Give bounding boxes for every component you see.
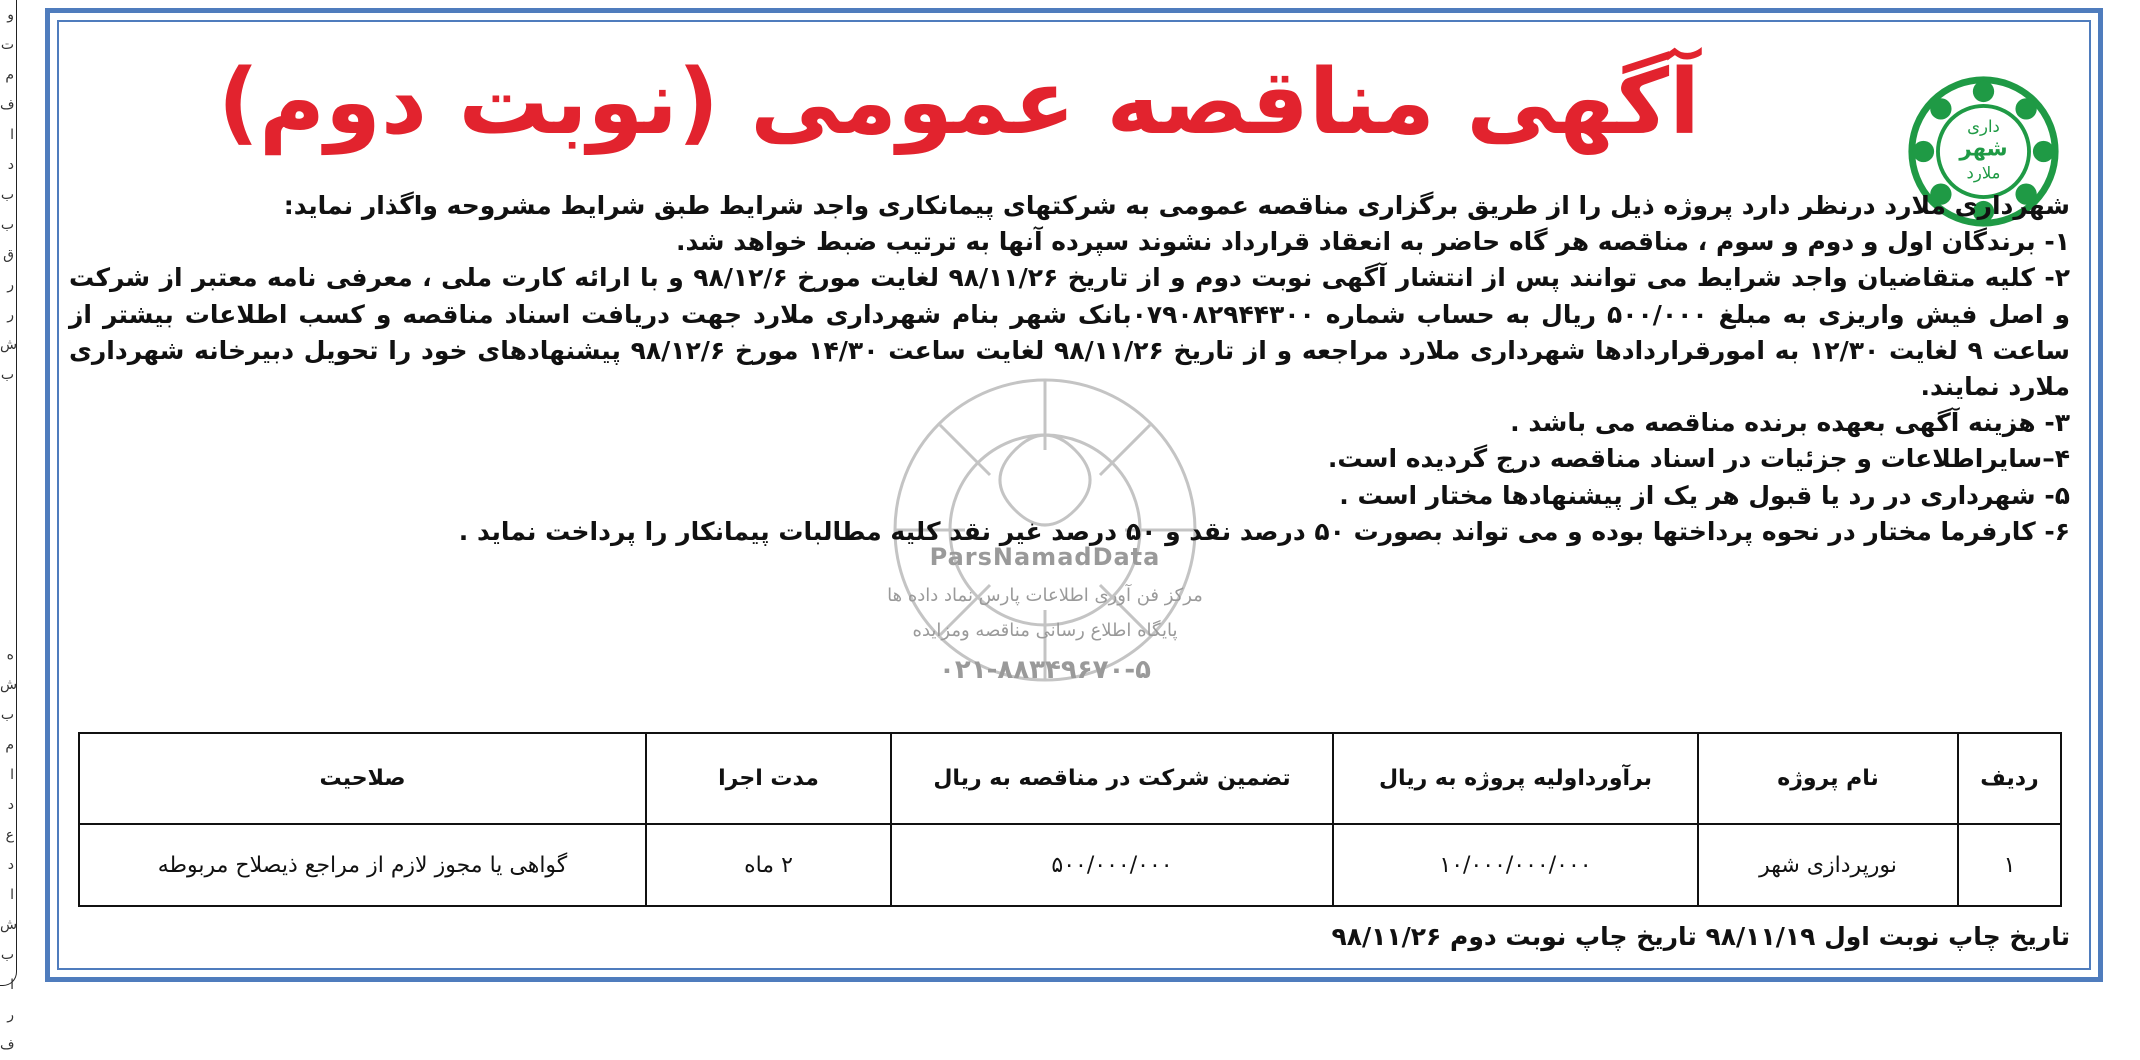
print-dates: تاریخ چاپ نوبت اول ۹۸/۱۱/۱۹ تاریخ چاپ نوبت دوم ۹۸/۱۱/۲۶: [1331, 922, 2070, 951]
clause-3: ۳- هزینه آگهی بعهده برنده مناقصه می باشد .: [1510, 408, 2070, 438]
adjacent-column-glyph: ش: [0, 917, 18, 933]
adjacent-column-glyph: ر: [7, 277, 14, 293]
watermark-phone: ۰۲۱-۸۸۳۴۹۶۷۰-۵: [938, 655, 1151, 685]
col-header-duration: مدت اجرا: [646, 733, 891, 824]
cell-initial-estimate: ۱۰/۰۰۰/۰۰۰/۰۰۰: [1333, 824, 1698, 906]
svg-text:ملارد: ملارد: [1966, 163, 2001, 183]
col-header-bid-guarantee: تضمین شرکت در مناقصه به ریال: [891, 733, 1333, 824]
col-header-qualification: صلاحیت: [79, 733, 646, 824]
svg-text:شهر: شهر: [1959, 136, 2008, 162]
adjacent-column-glyph: ا: [10, 977, 14, 993]
adjacent-column-glyph: د: [7, 797, 14, 813]
cell-bid-guarantee: ۵۰۰/۰۰۰/۰۰۰: [891, 824, 1333, 906]
adjacent-column-glyph: ه: [6, 647, 14, 663]
svg-text:داری: داری: [1967, 117, 2000, 137]
adjacent-column-glyph: ب: [0, 187, 14, 203]
col-header-project-name: نام پروژه: [1698, 733, 1958, 824]
adjacent-column-glyph: ت: [0, 37, 14, 53]
ad-body: [69, 188, 2070, 550]
clause-1: ۱- برندگان اول و دوم و سوم ، مناقصه هر گاه حاضر به انعقاد قرارداد نشوند سپرده آنها به ترتیب ضبط خواهد شد.: [675, 227, 2070, 257]
adjacent-column-glyph: د: [7, 157, 14, 173]
adjacent-column-glyph: ب: [0, 707, 14, 723]
ad-title: آگهی مناقصه عمومی (نوبت دوم): [217, 50, 1700, 155]
adjacent-column-glyph: و: [7, 7, 14, 23]
adjacent-column-glyph: ف: [0, 97, 15, 113]
col-header-initial-estimate: برآورداولیه پروژه به ریال: [1333, 733, 1698, 824]
adjacent-ad-column: [0, 0, 18, 1053]
adjacent-column-glyph: ا: [10, 887, 14, 903]
table-header-row: [79, 733, 2061, 824]
adjacent-column-glyph: ش: [0, 677, 18, 693]
clause-4: ۴–سایراطلاعات و جزئیات در اسناد مناقصه درج گردیده است.: [1327, 444, 2070, 474]
watermark-brand: ParsNamadData: [929, 543, 1161, 571]
adjacent-column-glyph: م: [5, 67, 14, 83]
adjacent-column-glyph: ب: [0, 217, 14, 233]
adjacent-column-glyph: ف: [0, 1037, 15, 1053]
adjacent-column-glyph: ا: [10, 767, 14, 783]
project-table: [78, 732, 2062, 907]
cell-duration: ۲ ماه: [646, 824, 891, 906]
adjacent-column-glyph: د: [7, 857, 14, 873]
adjacent-column-glyph: ب: [0, 947, 14, 963]
cell-project-name: نورپردازی شهر: [1698, 824, 1958, 906]
cell-row-number: ۱: [1958, 824, 2061, 906]
watermark-line-2: پایگاه اطلاع رسانی مناقصه ومزایده: [912, 620, 1178, 641]
adjacent-column-glyph: ب: [0, 367, 14, 383]
clause-5: ۵- شهرداری در رد یا قبول هر یک از پیشنهادها مختار است .: [1339, 480, 2070, 510]
adjacent-column-glyph: ع: [5, 827, 14, 843]
adjacent-column-glyph: م: [5, 737, 14, 753]
adjacent-column-glyph: ا: [10, 127, 14, 143]
adjacent-column-glyph: ش: [0, 337, 18, 353]
clause-2: ۲- کلیه متقاضیان واجد شرایط می توانند پس از انتشار آگهی نوبت دوم و از تاریخ ۹۸/۱۱/۲۶ لغایت مورخ ۹۸/۱۲/۶ و با ارائه کارت ملی ، معرفی نامه معتبر از شرکت و اصل فیش واریزی به مبلغ ۵۰۰/۰۰۰ ریال به حساب شماره ۰۷۹۰۸۲۹۴۴۳۰۰بانک شهر بنام شهرداری ملارد جهت دریافت اسناد مناقصه و کسب اطلاعات بیشتر از ساعت ۹ لغایت ۱۲/۳۰ به امورقراردادها شهرداری ملارد مراجعه و از تاریخ ۹۸/۱۱/۲۶ لغایت ساعت ۱۴/۳۰ مورخ ۹۸/۱۲/۶ پیشنهادهای خود را تحویل دبیرخانه شهرداری ملارد نمایند.: [69, 263, 2070, 402]
table-row: [79, 824, 2061, 906]
cell-qualification: گواهی یا مجوز لازم از مراجع ذیصلاح مربوطه: [79, 824, 646, 906]
adjacent-column-glyph: ر: [7, 1007, 14, 1023]
col-header-row-number: ردیف: [1958, 733, 2061, 824]
intro-paragraph: شهرداری ملارد درنظر دارد پروژه ذیل را از طریق برگزاری مناقصه عمومی به شرکتهای پیمانکاری واجد شرایط طبق شرایط مشروحه واگذار نماید:: [283, 191, 2070, 220]
adjacent-column-glyph: ق: [3, 247, 14, 263]
watermark-line-1: مرکز فن آوری اطلاعات پارس نماد داده ها: [887, 585, 1203, 606]
clause-6: ۶- کارفرما مختار در نحوه پرداختها بوده و می تواند بصورت ۵۰ درصد نقد و ۵۰ درصد غیر نقد کلیه مطالبات پیمانکار را پرداخت نماید .: [458, 516, 2070, 546]
adjacent-column-glyph: ر: [7, 307, 14, 323]
